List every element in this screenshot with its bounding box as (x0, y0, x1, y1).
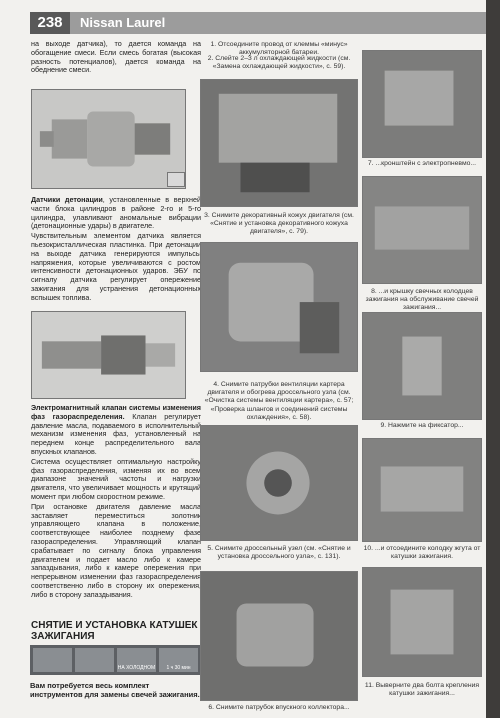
step-4: 4. Снимите патрубки вентиляции картера двигателя и обогрева дроссельного узла (см. «Очистка системы вентиляции картера», с. 57; «Проверка шлангов и соединений системы охлаждения», с. 58). (204, 381, 354, 421)
wrench-icon (33, 648, 72, 672)
step-7: 7. ...кронштейн с электропневмо... (367, 160, 477, 167)
page-edge (486, 0, 500, 718)
photo-knock-sensor (31, 89, 186, 189)
person-icon (75, 648, 114, 672)
step-11: 11. Выверните два болта крепления катушки зажигания... (364, 682, 480, 698)
tools-panel (30, 645, 202, 675)
step-9: 9. Нажмите на фиксатор... (380, 422, 464, 429)
step-6: 6. Снимите патрубок впускного коллектора... (208, 704, 350, 711)
step-3: 3. Снимите декоративный кожух двигателя (см. «Снятие и установка декоративного кожуха двигателя», с. 79). (204, 212, 354, 236)
step-5: 5. Снимите дроссельный узел (см. «Снятие и установка дроссельного узла», с. 131). (207, 545, 351, 561)
photo-step-4 (200, 242, 358, 372)
photo-step-8 (362, 176, 482, 284)
photo-step-11 (362, 567, 482, 677)
step-1: 1. Отсоедините провод от клеммы «минус» аккумуляторной батареи. (210, 41, 348, 57)
step-2: 2. Слейте 2–3 л охлаждающей жидкости (см. «Замена охлаждающей жидкости», с. 59). (207, 55, 351, 71)
photo-step-5 (200, 425, 358, 541)
book-title: Nissan Laurel (80, 15, 166, 30)
photo-step-9 (362, 312, 482, 420)
clock-icon: 1 ч 30 мин (159, 648, 198, 672)
paragraph-oxygen-sensor: на выходе датчика), то дается команда на обогащение смеси. Если смесь богатая (высокая разность потенциалов), дается команда на обеднение смеси. (31, 39, 201, 75)
step-10: 10. ...и отсоедините колодку жгута от катушки зажигания. (363, 545, 481, 561)
car-icon: НА ХОЛОДНОМ (117, 648, 156, 672)
page-number: 238 (30, 12, 70, 34)
step-8: 8. ...и крышку свечных колодцев зажигания на обслуживание свечей зажигания... (365, 288, 479, 312)
tools-note: Вам потребуется весь комплект инструментов для замены свечей зажигания. (30, 681, 200, 699)
paragraph-vvt-valve: Электромагнитный клапан системы изменения фаз газораспределения. Клапан регулирует давление масла, подаваемого в исполнительный механизм изменения фаз, установленный на переднем конце распределительного вала впускных клапанов. Система осуществляет оптимальную настройку фаз газораспределения, изменяя их во всем диапазоне значений частоты и нагрузки двигателя, что увеличивает мощность и крутящий момент при любом скоростном режиме. При остановке двигателя давление масла заставляет переместиться золотник управляющего клапана в положение, соответствующее наиболее позднему фазе газораспределения. Управляющий клапан срабатывает по сигналу блока управления двигателем и подает масло либо к камере запаздывания, либо к камере опережения при непрерывном изменении фаз газораспределения соответственно либо в сторону их опережения, либо в сторону запаздывания. (31, 403, 201, 599)
photo-step-6 (200, 571, 358, 701)
photo-step-7 (362, 50, 482, 158)
photo-step-3 (200, 79, 358, 207)
section-title: СНЯТИЕ И УСТАНОВКА КАТУШЕК ЗАЖИГАНИЯ (31, 620, 198, 642)
photo-solenoid-valve (31, 311, 186, 399)
camera-icon-box (167, 172, 185, 187)
paragraph-knock-sensors: Датчики детонации, установленные в верхней части блока цилиндров в районе 2-го и 5-го цилиндра, улавливают аномальные вибрации (детонационные удары) в двигателе. Чувствительным элементом датчика является пьезокристаллическая пластинка. При детонации на выходе датчика генерируются импульсы напряжения, которые увеличиваются с ростом интенсивности детонационных ударов. ЭБУ по сигналу датчика регулирует опережение зажигания для устранения детонационных вспышек топлива. (31, 195, 201, 302)
photo-step-10 (362, 438, 482, 542)
